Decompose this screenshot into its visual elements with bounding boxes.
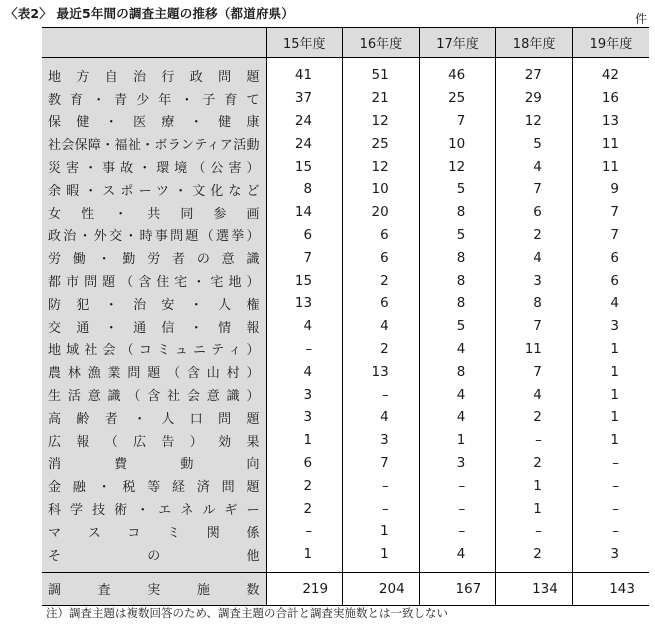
value-cell: 4 bbox=[419, 338, 496, 361]
value-cell: 8 bbox=[419, 360, 496, 383]
value-cell: 6 bbox=[343, 224, 420, 247]
value-cell: – bbox=[572, 452, 649, 475]
value-cell: 5 bbox=[419, 178, 496, 201]
value-cell: 1 bbox=[419, 429, 496, 452]
row-label: 交通・通信・情報 bbox=[42, 315, 266, 338]
value-cell: – bbox=[572, 474, 649, 497]
value-cell: 41 bbox=[266, 58, 343, 87]
header-year: 18年度 bbox=[496, 28, 573, 58]
value-cell: 8 bbox=[419, 269, 496, 292]
value-cell: 2 bbox=[496, 224, 573, 247]
table-row bbox=[42, 383, 649, 406]
value-cell: 13 bbox=[343, 360, 420, 383]
value-cell: 4 bbox=[343, 315, 420, 338]
value-cell: 1 bbox=[266, 429, 343, 452]
table-row bbox=[42, 58, 649, 87]
value-cell: 3 bbox=[419, 452, 496, 475]
value-cell: 7 bbox=[496, 178, 573, 201]
value-cell: 3 bbox=[266, 383, 343, 406]
value-cell: 6 bbox=[572, 269, 649, 292]
table-row bbox=[42, 132, 649, 155]
value-cell: 13 bbox=[266, 292, 343, 315]
value-cell: 25 bbox=[419, 87, 496, 110]
value-cell: 3 bbox=[572, 543, 649, 572]
table-row bbox=[42, 201, 649, 224]
value-cell: 2 bbox=[496, 543, 573, 572]
value-cell: 7 bbox=[266, 246, 343, 269]
value-cell: 4 bbox=[266, 315, 343, 338]
row-label: 女性・共同参画 bbox=[42, 201, 266, 224]
value-cell: 3 bbox=[496, 269, 573, 292]
value-cell: 3 bbox=[266, 406, 343, 429]
row-label: マスコミ関係 bbox=[42, 520, 266, 543]
table-row bbox=[42, 269, 649, 292]
total-cell: 134 bbox=[496, 572, 573, 605]
table-row bbox=[42, 360, 649, 383]
value-cell: – bbox=[343, 497, 420, 520]
value-cell: – bbox=[419, 474, 496, 497]
value-cell: – bbox=[572, 497, 649, 520]
table-row bbox=[42, 543, 649, 572]
value-cell: 6 bbox=[343, 246, 420, 269]
table-row bbox=[42, 87, 649, 110]
table-row bbox=[42, 155, 649, 178]
value-cell: 15 bbox=[266, 269, 343, 292]
total-label: 調査実施数 bbox=[42, 572, 266, 605]
value-cell: 12 bbox=[419, 155, 496, 178]
value-cell: 2 bbox=[496, 452, 573, 475]
value-cell: 9 bbox=[572, 178, 649, 201]
row-label: 高齢者・人口問題 bbox=[42, 406, 266, 429]
value-cell: 37 bbox=[266, 87, 343, 110]
value-cell: 7 bbox=[496, 360, 573, 383]
header-row bbox=[42, 28, 649, 58]
value-cell: 1 bbox=[572, 360, 649, 383]
table-row bbox=[42, 110, 649, 133]
value-cell: 10 bbox=[343, 178, 420, 201]
table-row bbox=[42, 338, 649, 361]
row-label: 地域社会（コミュニティ） bbox=[42, 338, 266, 361]
value-cell: 6 bbox=[496, 201, 573, 224]
row-label: 科学技術・エネルギー bbox=[42, 497, 266, 520]
row-label: 余暇・スポーツ・文化など bbox=[42, 178, 266, 201]
value-cell: 1 bbox=[572, 383, 649, 406]
value-cell: – bbox=[496, 429, 573, 452]
value-cell: 12 bbox=[343, 155, 420, 178]
value-cell: 8 bbox=[419, 292, 496, 315]
value-cell: 4 bbox=[419, 406, 496, 429]
header-year: 19年度 bbox=[572, 28, 649, 58]
value-cell: 2 bbox=[266, 474, 343, 497]
value-cell: 1 bbox=[496, 474, 573, 497]
value-cell: 1 bbox=[572, 338, 649, 361]
value-cell: – bbox=[419, 520, 496, 543]
value-cell: 8 bbox=[496, 292, 573, 315]
value-cell: 4 bbox=[419, 543, 496, 572]
value-cell: 29 bbox=[496, 87, 573, 110]
value-cell: 3 bbox=[343, 429, 420, 452]
value-cell: 24 bbox=[266, 110, 343, 133]
value-cell: 16 bbox=[572, 87, 649, 110]
value-cell: 1 bbox=[496, 497, 573, 520]
row-label: 教育・青少年・子育て bbox=[42, 87, 266, 110]
value-cell: 7 bbox=[572, 224, 649, 247]
value-cell: 3 bbox=[572, 315, 649, 338]
value-cell: 6 bbox=[572, 246, 649, 269]
value-cell: – bbox=[266, 520, 343, 543]
value-cell: 8 bbox=[419, 246, 496, 269]
value-cell: 15 bbox=[266, 155, 343, 178]
header-year: 16年度 bbox=[343, 28, 420, 58]
value-cell: 1 bbox=[343, 543, 420, 572]
row-label: 政治・外交・時事問題（選挙） bbox=[42, 224, 266, 247]
value-cell: 11 bbox=[572, 132, 649, 155]
table-body bbox=[42, 58, 649, 573]
table-row bbox=[42, 292, 649, 315]
table-row bbox=[42, 452, 649, 475]
table-row bbox=[42, 406, 649, 429]
value-cell: 10 bbox=[419, 132, 496, 155]
value-cell: 4 bbox=[572, 292, 649, 315]
value-cell: 1 bbox=[343, 520, 420, 543]
table-row bbox=[42, 246, 649, 269]
table-row bbox=[42, 497, 649, 520]
value-cell: 4 bbox=[496, 383, 573, 406]
value-cell: 5 bbox=[419, 224, 496, 247]
table-title: 〈表2〉 最近5年間の調査主題の推移（都道府県） bbox=[5, 6, 295, 21]
table-row bbox=[42, 315, 649, 338]
row-label: その他 bbox=[42, 543, 266, 572]
row-label: 労働・勤労者の意識 bbox=[42, 246, 266, 269]
value-cell: 6 bbox=[266, 224, 343, 247]
value-cell: 4 bbox=[266, 360, 343, 383]
value-cell: 5 bbox=[496, 132, 573, 155]
value-cell: 51 bbox=[343, 58, 420, 87]
value-cell: 5 bbox=[419, 315, 496, 338]
value-cell: 14 bbox=[266, 201, 343, 224]
value-cell: 2 bbox=[496, 406, 573, 429]
value-cell: 2 bbox=[343, 269, 420, 292]
row-label: 地方自治行政問題 bbox=[42, 58, 266, 87]
value-cell: 8 bbox=[266, 178, 343, 201]
row-label: 広報（広告）効果 bbox=[42, 429, 266, 452]
footnote: 注）調査主題は複数回答のため、調査主題の合計と調査実施数とは一致しない bbox=[46, 606, 449, 620]
value-cell: 1 bbox=[572, 406, 649, 429]
table-row bbox=[42, 520, 649, 543]
value-cell: 6 bbox=[343, 292, 420, 315]
value-cell: 27 bbox=[496, 58, 573, 87]
value-cell: – bbox=[572, 520, 649, 543]
row-label: 防犯・治安・人権 bbox=[42, 292, 266, 315]
value-cell: – bbox=[343, 474, 420, 497]
value-cell: 12 bbox=[343, 110, 420, 133]
row-label: 社会保障・福祉・ボランティア活動 bbox=[42, 132, 266, 155]
value-cell: 24 bbox=[266, 132, 343, 155]
value-cell: 4 bbox=[496, 246, 573, 269]
value-cell: 42 bbox=[572, 58, 649, 87]
value-cell: 46 bbox=[419, 58, 496, 87]
value-cell: 4 bbox=[343, 406, 420, 429]
row-label: 農林漁業問題（含山村） bbox=[42, 360, 266, 383]
row-label: 保健・医療・健康 bbox=[42, 110, 266, 133]
row-label: 消費動向 bbox=[42, 452, 266, 475]
table-row bbox=[42, 474, 649, 497]
survey-topics-table bbox=[42, 27, 649, 606]
row-label: 生活意識（含社会意識） bbox=[42, 383, 266, 406]
value-cell: 1 bbox=[572, 429, 649, 452]
table-row bbox=[42, 224, 649, 247]
value-cell: 2 bbox=[343, 338, 420, 361]
header-year: 17年度 bbox=[419, 28, 496, 58]
unit-label: 件 bbox=[634, 12, 647, 26]
header-year: 15年度 bbox=[266, 28, 343, 58]
row-label: 災害・事故・環境（公害） bbox=[42, 155, 266, 178]
total-cell: 204 bbox=[343, 572, 420, 605]
value-cell: 13 bbox=[572, 110, 649, 133]
value-cell: 12 bbox=[496, 110, 573, 133]
row-label: 都市問題（含住宅・宅地） bbox=[42, 269, 266, 292]
value-cell: – bbox=[496, 520, 573, 543]
value-cell: 8 bbox=[419, 201, 496, 224]
value-cell: 7 bbox=[496, 315, 573, 338]
value-cell: 20 bbox=[343, 201, 420, 224]
value-cell: 7 bbox=[343, 452, 420, 475]
value-cell: 7 bbox=[419, 110, 496, 133]
value-cell: 7 bbox=[572, 201, 649, 224]
value-cell: 11 bbox=[496, 338, 573, 361]
total-row bbox=[42, 572, 649, 605]
value-cell: 6 bbox=[266, 452, 343, 475]
value-cell: – bbox=[419, 497, 496, 520]
value-cell: 4 bbox=[496, 155, 573, 178]
value-cell: 1 bbox=[266, 543, 343, 572]
row-label: 金融・税等経済問題 bbox=[42, 474, 266, 497]
table-row bbox=[42, 178, 649, 201]
value-cell: 25 bbox=[343, 132, 420, 155]
value-cell: 4 bbox=[419, 383, 496, 406]
total-cell: 143 bbox=[572, 572, 649, 605]
value-cell: 2 bbox=[266, 497, 343, 520]
total-cell: 219 bbox=[266, 572, 343, 605]
header-blank bbox=[42, 28, 266, 58]
total-cell: 167 bbox=[419, 572, 496, 605]
value-cell: 11 bbox=[572, 155, 649, 178]
value-cell: – bbox=[266, 338, 343, 361]
value-cell: 21 bbox=[343, 87, 420, 110]
value-cell: – bbox=[343, 383, 420, 406]
table-row bbox=[42, 429, 649, 452]
